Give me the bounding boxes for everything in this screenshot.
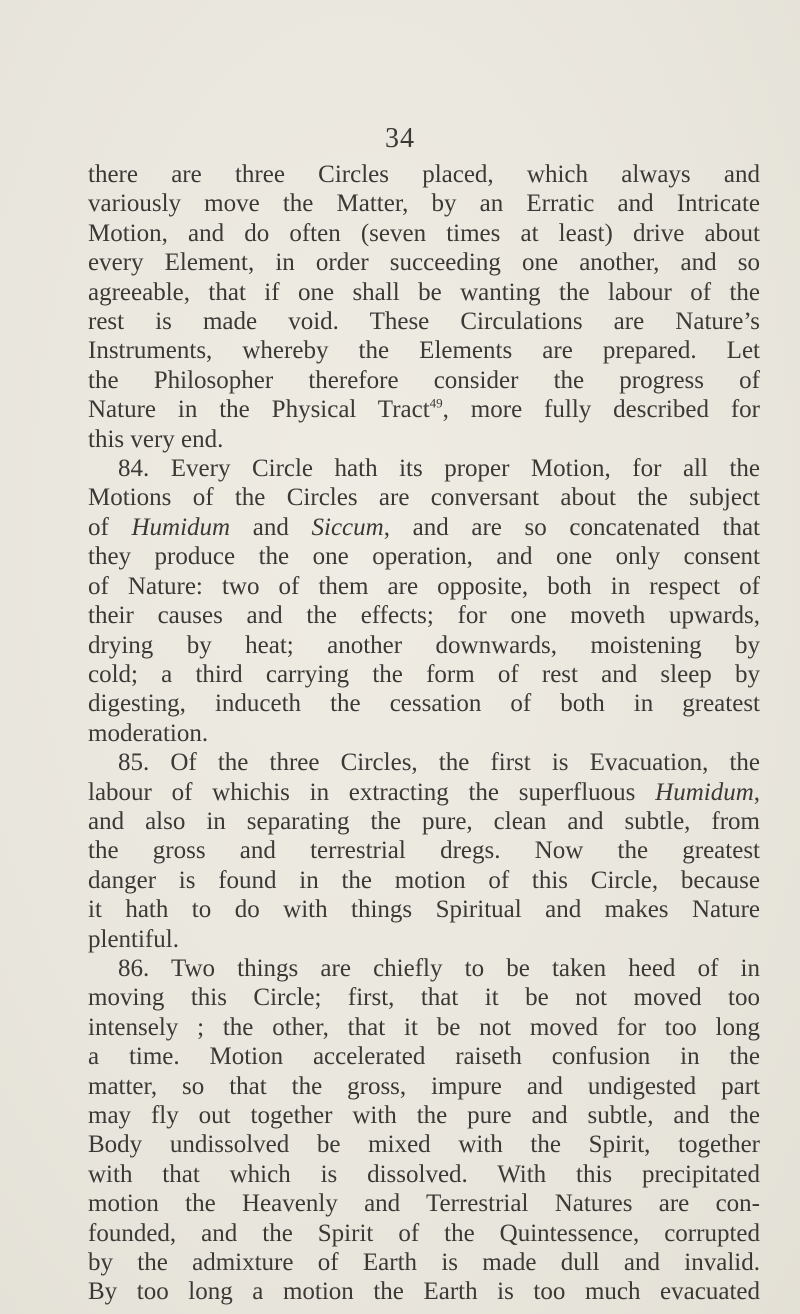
text-run: and also in separating the pure, clean and subtle, from [88,807,760,835]
text-line [88,483,760,512]
text-run: Motion, and do often (seven times at least) drive about [88,219,760,247]
italic-term: Humidum [131,513,231,541]
text-run: Motions of the Circles are conversant about the subject [88,484,760,512]
text-line [88,395,760,424]
text-line [88,425,760,454]
text-run: 84. Every Circle hath its proper Motion, for all the [118,455,760,483]
text-run: , and are so concatenated that [383,513,760,541]
text-run: of Nature: two of them are opposite, both in respect of [88,572,760,600]
text-line [88,660,760,689]
text-line [88,1130,760,1159]
text-run: drying by heat; another downwards, moistening by [88,631,760,659]
text-line [88,278,760,307]
text-run: may fly out together with the pure and subtle, and the [88,1102,760,1129]
text-run: by the admixture of Earth is made dull and invalid. [88,1249,760,1277]
text-line [88,807,760,836]
text-line [88,836,760,865]
text-line [88,542,760,571]
text-run: digesting, induceth the cessation of both in greatest [88,690,760,718]
text-run: their causes and the effects; for one moveth upwards, [88,602,760,630]
text-run: cold; a third carrying the form of rest and sleep by [88,660,760,688]
text-line [88,689,760,718]
text-run: rest is made void. These Circulations are Nature’s [88,308,760,336]
text-run: motion the Heavenly and Terrestrial Natures are con- [88,1190,760,1218]
text-line [88,954,760,983]
text-line [88,1042,760,1071]
text-line [88,307,760,336]
text-run: they produce the one operation, and one only consent [88,543,760,571]
page-number: 34 [385,123,415,154]
text-run: danger is found in the motion of this Circle, because [88,866,760,894]
text-run: agreeable, that if one shall be wanting the labour of the [88,278,760,306]
text-line [88,189,760,218]
text-run: with that which is dissolved. With this precipitated [88,1160,760,1188]
body-text [88,160,760,1307]
text-run: there are three Circles placed, which always and [88,161,760,188]
text-line [88,1072,760,1101]
text-run: the gross and terrestrial dregs. Now the greatest [88,837,760,865]
text-line [88,983,760,1012]
text-line [88,1248,760,1277]
text-run: variously move the Matter, by an Erratic and Intricate [88,190,760,218]
text-line [88,925,760,954]
text-line [88,778,760,807]
text-line [88,719,760,748]
text-line [88,366,760,395]
text-run: a time. Motion accelerated raiseth confusion in the [88,1043,760,1071]
text-line [88,454,760,483]
text-run: this very end. [88,425,224,453]
text-run: of [88,513,132,541]
text-run: moderation. [88,719,209,747]
text-run: plentiful. [88,925,179,953]
text-line [88,1277,760,1306]
text-run: it hath to do with things Spiritual and makes Nature [88,896,760,924]
text-run: , [753,778,760,806]
text-line [88,866,760,895]
italic-term: Humidum [655,778,754,806]
text-line [88,513,760,542]
text-run: Body undissolved be mixed with the Spirit, together [88,1131,760,1159]
text-line [88,219,760,248]
text-run: founded, and the Spirit of the Quintessence, corrupted [88,1219,760,1247]
text-run: Instruments, whereby the Elements are prepared. Let [88,337,760,365]
text-run: 86. Two things are chiefly to be taken heed of in [118,954,760,982]
italic-term: Siccum [311,513,384,541]
text-line [88,895,760,924]
text-line [88,160,760,189]
text-run: moving this Circle; first, that it be not moved too [88,984,760,1012]
text-run: and [230,513,312,541]
footnote-reference: 49 [429,395,443,411]
text-line [88,1189,760,1218]
text-line [88,631,760,660]
text-run: every Element, in order succeeding one another, and so [88,249,760,277]
text-line [88,601,760,630]
text-line [88,336,760,365]
text-run: Nature in the Physical Tract [88,396,430,424]
text-line [88,248,760,277]
text-run: matter, so that the gross, impure and undigested part [88,1072,760,1100]
text-line [88,1101,760,1130]
text-line [88,1219,760,1248]
text-line [88,748,760,777]
text-run: the Philosopher therefore consider the progress of [88,366,760,394]
text-line [88,1013,760,1042]
text-run: By too long a motion the Earth is too much evacuated [88,1278,760,1306]
text-line [88,1160,760,1189]
text-run: labour of whichis in extracting the superfluous [88,778,656,806]
text-line [88,572,760,601]
text-run: , more fully described for [442,396,760,424]
text-run: 85. Of the three Circles, the first is Evacuation, the [118,749,760,777]
text-run: intensely ; the other, that it be not moved for too long [88,1013,760,1041]
